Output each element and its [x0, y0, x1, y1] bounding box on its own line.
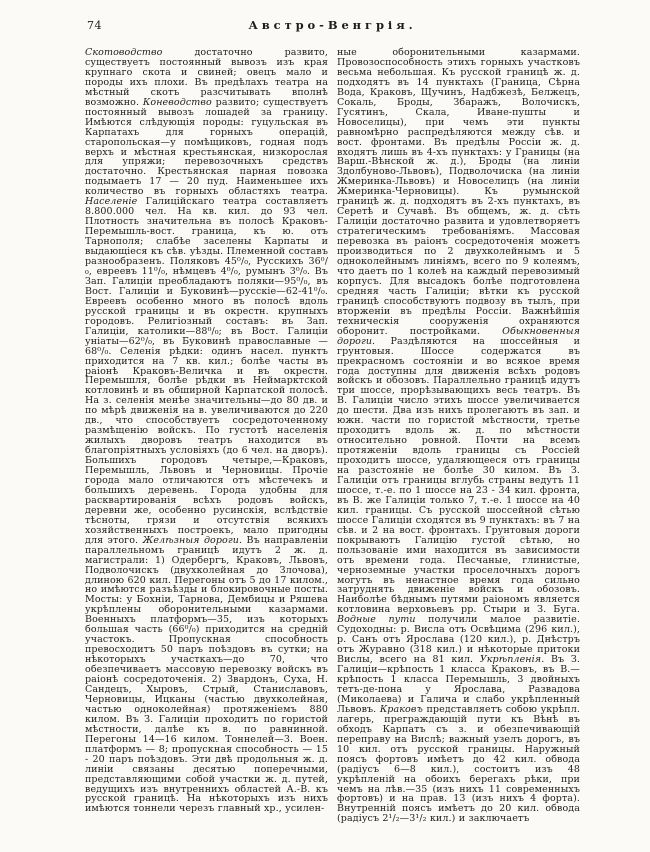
page-title: Австро-Венгрія.: [248, 18, 417, 32]
page-number: 74: [87, 19, 102, 32]
text-column-left: Скотоводство достаточно развито, существуетъ постоянный вывозъ изъ края крупнаго скота и свиней; овецъ мало и породы ихъ плохи. Въ предѣлахъ театра на мѣстный скотъ разсчитывать вполнѣ возможно. Коневодство развито; существуетъ постоянный вывозъ лошадей за границу. Имѣются слѣдующія породы: гуцульская въ Карпатахъ для горныхъ операцій, старопольская—у помѣщиковъ, годная подъ верхъ и мѣстная крестьянская, низкорослая для упряжи; перевозочныхъ средствъ достаточно. Крестьянская парная повозка подымаетъ 17 — 20 пуд. Наименьшее ихъ количество въ горныхъ областяхъ театра. Населеніе Галиційскаго театра составляетъ 8.800.000 чел. На кв. кил. до 93 чел. Плотность значительна въ полосѣ Краковъ-Перемышль-вост. граница, къ ю. отъ Тарнополя; слабѣе заселены Карпаты и выдающіеся къ сѣв. уѣзды. Племенной составъ разнообразенъ. Поляковъ 45⁰/₀, Русскихъ 36⁰/₀, евреевъ 11⁰/₀, нѣмцевъ 4⁰/₀, румынъ 3⁰/₀. Въ Зап. Галиціи преобладаютъ поляки—95⁰/₀, въ Вост. Галиціи и Буковинѣ—русскіе—62-41⁰/₀. Евреевъ особенно много въ полосѣ вдоль русской границы и въ окрестн. крупныхъ городовъ. Религіозный составъ: въ Зап. Галиціи, католики—88⁰/₀; въ Вост. Галиціи уніаты—62⁰/₀, въ Буковинѣ православные — 68⁰/₀. Селенія рѣдки: одинъ насел. пунктъ приходится на 7 кв. кил.; болѣе часты въ раіонѣ Краковъ-Величка и въ окрестн. Перемышля, болѣе рѣдки въ Неймарктской котловинѣ и въ обширной Карпатской полосѣ. На з. селенія менѣе значительны—до 80 дв. и по мѣрѣ движенія на в. увеличиваются до 220 дв., что способствуетъ сосредоточенному размѣщенію войскъ. По густотѣ населенія жилыхъ дворовъ театръ находится въ благопріятныхъ условіяхъ (до 6 чел. на дворъ). Большихъ городовъ четыре,—Краковъ, Перемышль, Львовъ и Черновицы. Прочіе города мало отличаются отъ мѣстечекъ и большихъ деревень. Города удобны для расквартированія всѣхъ родовъ войскъ, деревни же, особенно русинскія, вслѣдствіе тѣсноты, грязи и отсутствія всякихъ хозяйственныхъ построекъ, мало пригодны для этого. Желѣзныя дороги. Въ направленіи параллельномъ границѣ идутъ 2 ж. д. магистрали: 1) Одербергъ, Краковъ, Львовъ, Подволочискъ (двухколейная до Злочова), длиною 620 кил. Перегоны отъ 5 до 17 килом., но имѣются разъѣзды и блокировочные посты. Мосты: у Бохніи, Тарнова, Дембицы и Ряшева укрѣплены оборонительными казармами. Военныхъ платформъ—35, изъ которыхъ большая часть (66⁰/₀) приходится на средній участокъ. Пропускная способность превосходитъ 50 паръ поѣздовъ въ сутки; на нѣкоторыхъ участкахъ—до 70, что обезпечиваетъ массовую перевозку войскъ въ раіонѣ сосредоточенія. 2) Звардонъ, Суха, Н. Сандецъ, Хыровъ, Стрый, Станиславовъ, Черновицы, Ицканы (частью двухколейная, частью одноколейная) протяженіемъ 880 килом. Въ З. Галиціи проходитъ по гористой мѣстности, далѣе къ в. по равнинной. Перегоны 14—16 килом. Тоннелей—3. Воен. платформъ — 8; пропускная способность — 15 - 20 паръ поѣздовъ. Эти двѣ продольныя ж. д. линіи связаны десятью поперечными, представляющими собой участки ж. д. путей, ведущихъ изъ внутреннихъ областей А.-В. къ русской границѣ. На нѣкоторыхъ изъ нихъ имѣются тоннели черезъ главный хр., усилен-: [85, 47, 329, 815]
page-header: [85, 15, 580, 39]
body-text: [85, 48, 580, 824]
text-column-right: ные оборонительными казармами. Провозоспособность этихъ горныхъ участковъ весьма небольшая. Къ русской границѣ ж. д. подходятъ въ 14 пунктахъ (Граница, Сѣрна Вода, Краковъ, Щучинъ, Надбжезѣ, Белжецъ, Сокаль, Броды, Збаражъ, Волочискъ, Гусятинъ, Скала, Иване-пушты и Новоселицы), при чемъ эти пункты равномѣрно распредѣляются между сѣв. и вост. фронтами. Въ предѣлы Россіи ж. д. входятъ лишь въ 4-хъ пунктахъ: у Границы (на Варш.-Вѣнской ж. д.), Броды (на линіи Здолбуново-Львовъ), Подволочиска (на линіи Жмеринка-Львовъ) и Новоселицъ (на линіи Жмеринка-Черновицы). Къ румынской границѣ ж. д. подходятъ въ 2-хъ пунктахъ, въ Серетѣ и Сучавѣ. Въ общемъ, ж. д. сѣть Галиціи достаточно развита и удовлетворяетъ стратегическимъ требованіямъ. Массовая перевозка въ раіонъ сосредоточенія можетъ производиться по 2 двухколейнымъ и 5 одноколейнымъ линіямъ, всего по 9 колеямъ, что даетъ по 1 колеѣ на каждый перевозимый корпусъ. Для высадокъ болѣе подготовлена средняя часть Галиціи; вѣтки къ русской границѣ способствуютъ подвозу въ тылъ, при вторженіи въ предѣлы Россіи. Важнѣйшія техническія сооруженія охраняются оборонит. постройками. Обыкновенныя дороги. Раздѣляются на шоссейныя и грунтовыя. Шоссе содержатся въ прекрасномъ состояніи и во всякое время года доступны для движенія всѣхъ родовъ войскъ и обозовъ. Параллельно границѣ идутъ три шоссе, прорѣзывающихъ весь театръ. Въ В. Галиціи число этихъ шоссе увеличивается до шести. Два изъ нихъ пролегаютъ въ зап. и южн. части по гористой мѣстности, третье проходитъ вдоль ж. д. по мѣстности относительно ровной. Почти на всемъ протяженіи вдоль границы съ Россіей проходитъ шоссе, удаляющееся отъ границы на разстояніе не болѣе 30 килом. Въ З. Галиціи отъ границы вглубь страны ведутъ 11 шоссе, т.-е. по 1 шоссе на 23 - 34 кил. фронта, въ В. же Галиціи только 7, т.-е. 1 шоссе на 40 кил. границы. Съ русской шоссейной сѣтью шоссе Галиціи сходятся въ 9 пунктахъ: въ 7 на сѣв. и 2 на вост. фронтахъ. Грунтовыя дороги покрываютъ Галицію густой сѣтью, но пользованіе ими находится въ зависимости отъ времени года. Песчаные, глинистые, черноземные участки проселочныхъ дорогъ могутъ въ ненастное время года сильно затруднять движеніе войскъ и обозовъ. Наиболѣе бѣднымъ путями раіономъ является котловина верховьевъ рр. Стыри и З. Буга. Водные пути получили малое развитіе. Судоходны: р. Висла отъ Освѣцима (296 кил.), р. Санъ отъ Ярослава (120 кил.), р. Днѣстръ отъ Журавно (318 кил.) и нѣкоторые притоки Вислы, всего на 81 кил. Укрѣпленія. Въ З. Галиціи—крѣпость 1 класса Краковъ, въ В.—крѣпость 1 класса Перемышль, 3 двойныхъ тетъ-де-пона у Ярослава, Развадова (Миколаева) и Галича и слабо укрѣпленный Львовъ. Краковъ представляетъ собою укрѣпл. лагерь, преграждающій пути къ Вѣнѣ въ обходъ Карпатъ съ з. и обезпечивающій переправу на Вислѣ; важный узелъ дорогъ, въ 10 кил. отъ русской границы. Наружный поясъ фортовъ имѣетъ до 42 кил. обвода (радіусъ 6—8 кил.), состоитъ изъ 48 укрѣпленій на обоихъ берегахъ рѣки, при чемъ на лѣв.—35 (изъ нихъ 11 современныхъ фортовъ) и на прав. 13 (изъ нихъ 4 форта). Внутренній поясъ имѣетъ до 20 кил. обвода (радіусъ 2¹/₂—3¹/₂ кил.) и заключаетъ: [337, 47, 580, 825]
